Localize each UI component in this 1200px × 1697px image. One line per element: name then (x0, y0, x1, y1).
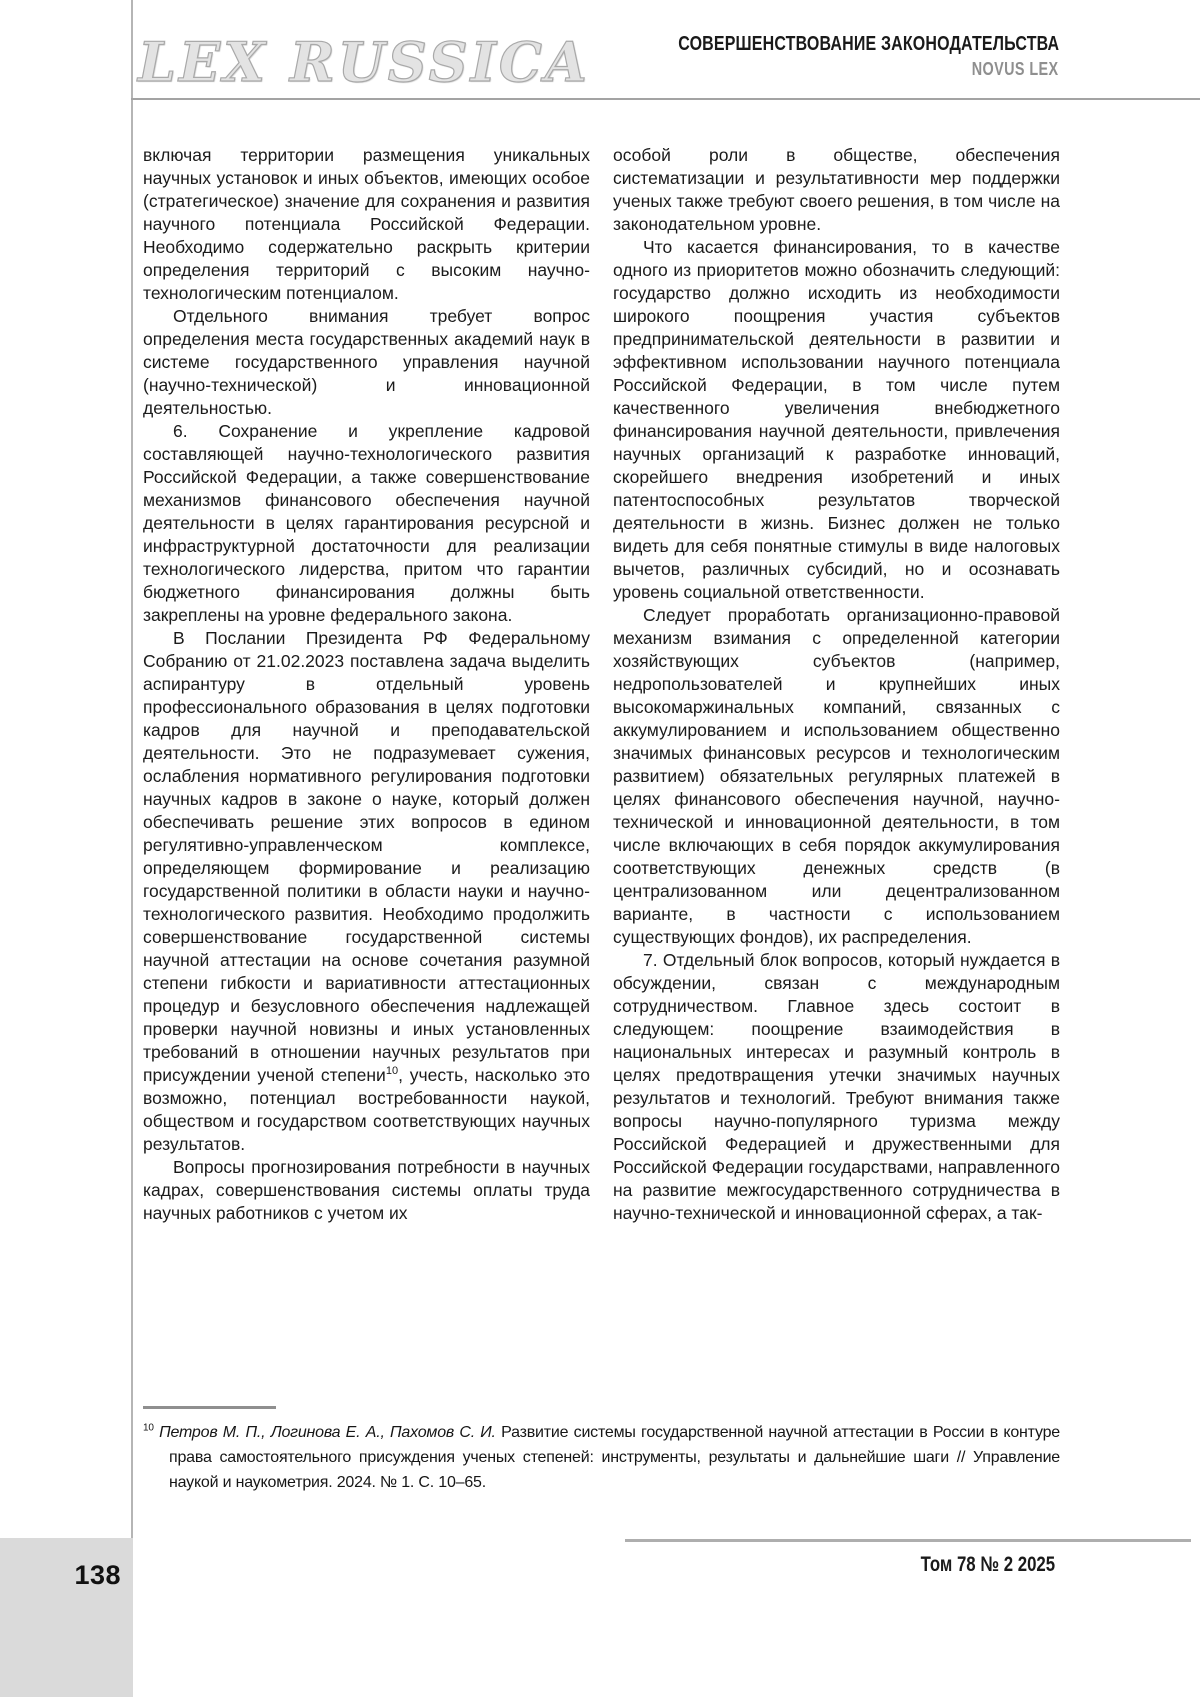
footnote-ref: 10 (385, 1065, 399, 1078)
article-left-column (143, 144, 590, 1225)
left-margin-divider (131, 0, 133, 1538)
header-section-subtitle: NOVUS LEX (972, 59, 1059, 79)
paragraph: Следует проработать организационно-правовой механизм взимания с определенной категории хозяйствующих субъектов (например, недропользователей и крупнейших иных высокомаржинальных компаний, связанных с аккумулированием и использованием общественно значимых финансовых ресурсов и технологическим развитием) обязательных регулярных платежей в целях финансового обеспечения научной, научно-технической и инновационной деятельности, в том числе включающих в себя порядок аккумулирования соответствующих денежных средств (в централизованном или децентрализованном варианте, в частности с использованием существующих фондов), их распределения. (613, 605, 1060, 947)
footnote-authors: Петров М. П., Логинова Е. А., Пахомов С. И. (159, 1424, 496, 1441)
journal-logo: LEX RUSSICA (138, 30, 590, 94)
article-right-column (613, 144, 1060, 1225)
paragraph: 6. Сохранение и укрепление кадровой составляющей научно-технологического развития Российской Федерации, а также совершенствование механизмов финансового обеспечения научной деятельности в целях гарантирования ресурсной и инфраструктурной достаточности для реализации технологического лидерства, притом что гарантии бюджетного финансирования должны быть закреплены на уровне федерального закона. (143, 421, 590, 625)
paragraph-text: В Послании Президента РФ Федеральному Собранию от 21.02.2023 поставлена задача выделить аспирантуру в отдельный уровень профессионального образования в целях подготовки кадров для научной и преподавательской деятельности. Это не подразумевает сужения, ослабления нормативного регулирования подготовки научных кадров в законе о науке, который должен обеспечивать решение этих вопросов в едином регулятивно-управленческом комплексе, определяющем формирование и реализацию государственной политики в области науки и научно-технологического развития. Необходимо продолжить совершенствование государственной системы научной аттестации на основе сочетания разумной степени гибкости и вариативности аттестационных процедур и безусловного обеспечения надлежащей проверки научной новизны и иных установленных требований в отношении научных результатов при присуждении ученой степени (143, 628, 590, 1085)
header-rule (131, 98, 1200, 100)
footnote-separator (143, 1406, 276, 1409)
footnote-text: Развитие системы государственной научной аттестации в России в контуре права самостоятельного присуждения ученых степеней: инструменты, результаты и дальнейшие шаги // Управление наукой и наукометрия. 2024. № 1. С. 10–65. (169, 1424, 1060, 1491)
footnote (143, 1420, 1060, 1495)
header-section-title: СОВЕРШЕНСТВОВАНИЕ ЗАКОНОДАТЕЛЬСТВА (677, 33, 1059, 55)
footnote-marker: 10 (143, 1422, 154, 1434)
paragraph: особой роли в обществе, обеспечения систематизации и результативности мер поддержки ученых также требуют своего решения, в том числе на законодательном уровне. (613, 145, 1060, 234)
paragraph: включая территории размещения уникальных научных установок и иных объектов, имеющих особое (стратегическое) значение для сохранения и развития научного потенциала Российской Федерации. Необходимо содержательно раскрыть критерии определения территорий с высоким научно-технологическим потенциалом. (143, 145, 590, 303)
paragraph: Отдельного внимания требует вопрос определения места государственных академий наук в системе государственного управления научной (научно-технической) и инновационной деятельностью. (143, 306, 590, 418)
page-sidebar-strip (0, 1538, 133, 1697)
paragraph: 7. Отдельный блок вопросов, который нуждается в обсуждении, связан с международным сотрудничеством. Главное здесь состоит в следующем: поощрение взаимодействия в национальных интересах и разумный контроль в целях предотвращения утечки значимых научных результатов и технологий. Требуют внимания также вопросы научно-популярного туризма между Российской Федерацией и дружественными для Российской Федерации государствами, направленного на развитие межгосударственного сотрудничества в научно-технической и инновационной сферах, а так- (613, 950, 1060, 1223)
paragraph: Вопросы прогнозирования потребности в научных кадрах, совершенствования системы оплаты труда научных работников с учетом их (143, 1157, 590, 1223)
page-number: 138 (74, 1560, 121, 1590)
paragraph: Что касается финансирования, то в качестве одного из приоритетов можно обозначить следующий: государство должно исходить из необходимости широкого поощрения участия субъектов предпринимательской деятельности в развитии и эффективном использовании научного потенциала Российской Федерации, в том числе путем качественного увеличения внебюджетного финансирования научной деятельности, привлечения научных организаций к разработке инноваций, скорейшего внедрения изобретений и иных патентоспособных результатов творческой деятельности в жизнь. Бизнес должен не только видеть для себя понятные стимулы в виде налоговых вычетов, различных субсидий, но и осознавать уровень социальной ответственности. (613, 237, 1060, 602)
volume-info: Том 78 № 2 2025 (920, 1553, 1055, 1576)
footer-rule (625, 1539, 1191, 1542)
paragraph-text: , учесть, насколько это возможно, потенциал востребованности наукой, обществом и государством соответствующих научных результатов. (143, 1065, 591, 1154)
header-section (583, 33, 1059, 80)
paragraph (143, 627, 590, 1156)
